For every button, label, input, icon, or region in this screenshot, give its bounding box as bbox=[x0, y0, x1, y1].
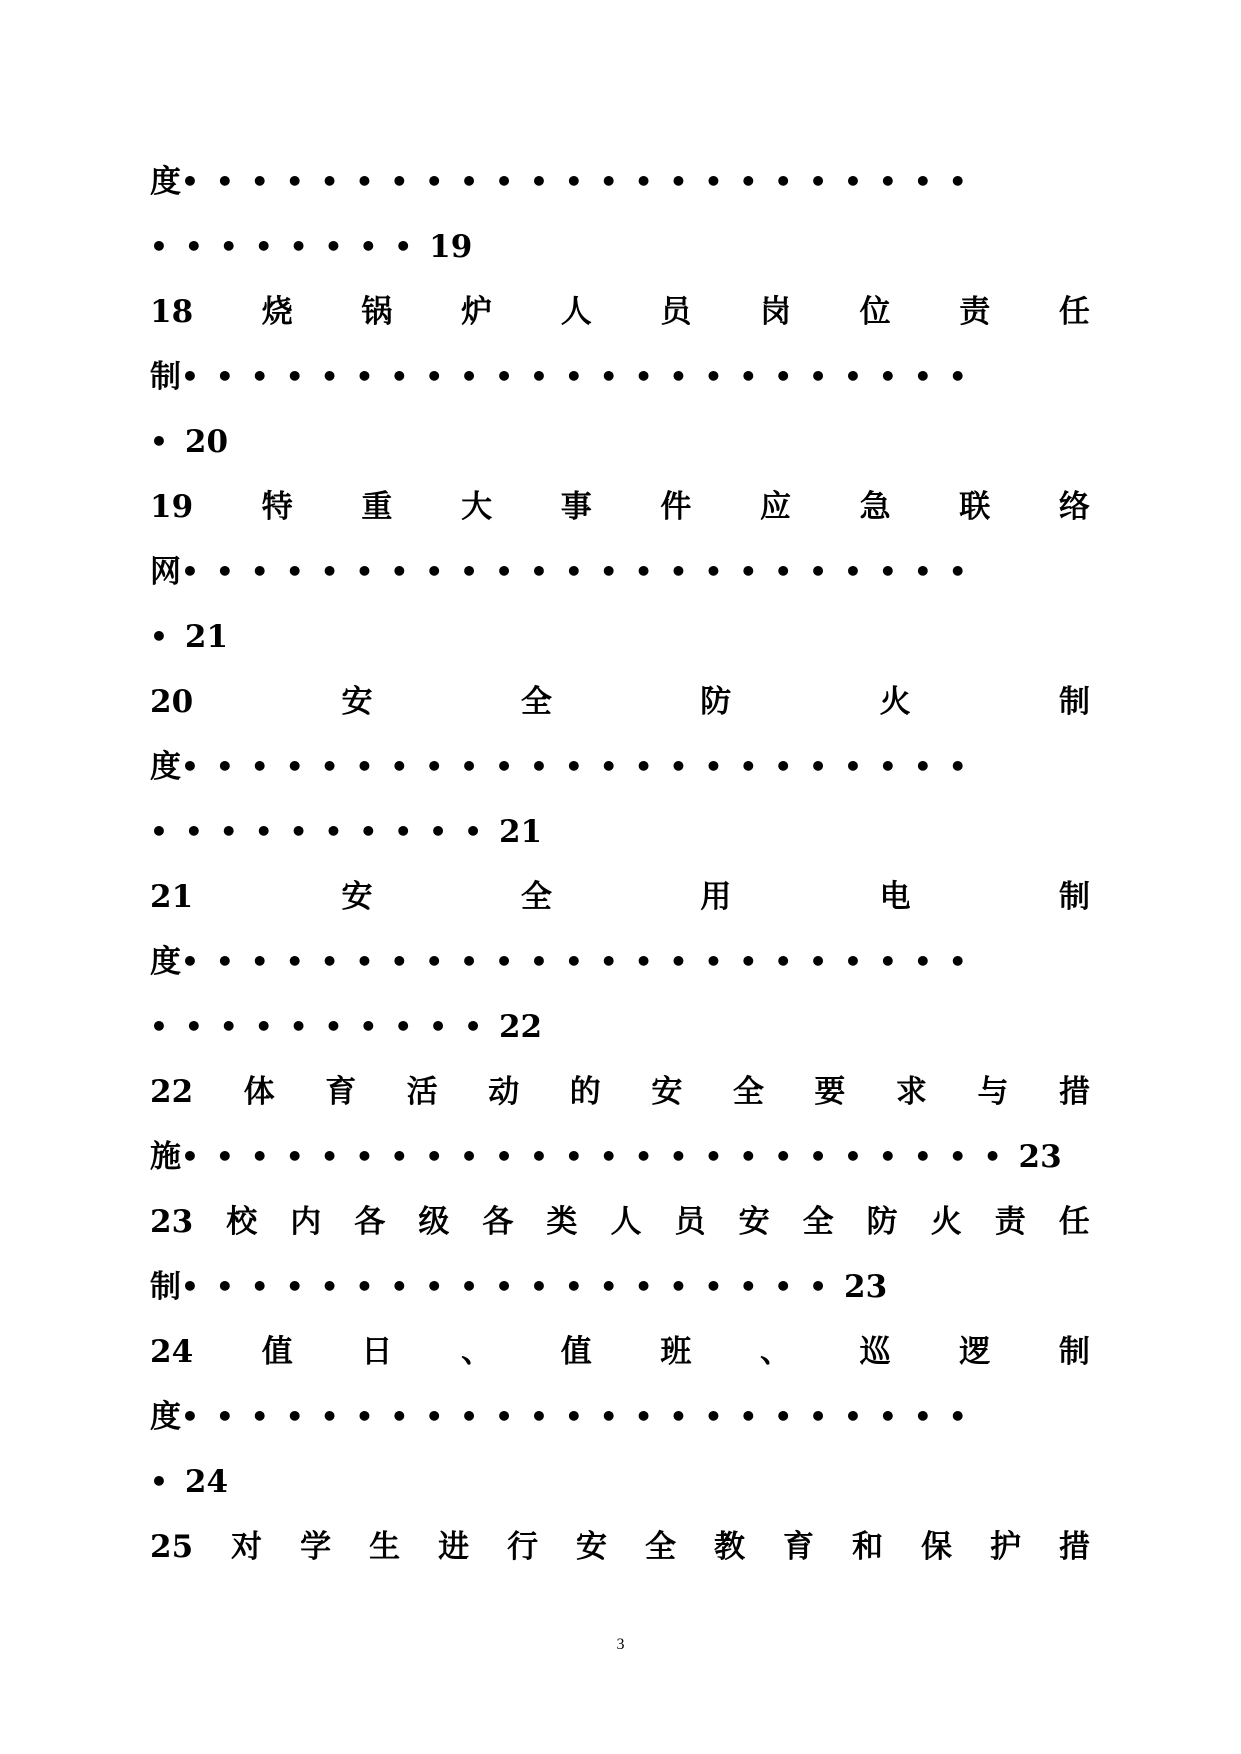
toc-entry-char: 对 bbox=[231, 1529, 263, 1565]
toc-line bbox=[150, 1330, 1090, 1374]
toc-entry-char: 班 bbox=[660, 1334, 692, 1370]
toc-line bbox=[150, 615, 1090, 659]
toc-entry-tail: 度 bbox=[150, 749, 181, 785]
toc-page-number: 23 bbox=[844, 1269, 888, 1305]
toc-line bbox=[150, 1135, 1090, 1179]
toc-line bbox=[150, 680, 1090, 724]
toc-entry-char: 安 bbox=[341, 684, 373, 720]
toc-line bbox=[150, 1460, 1090, 1504]
toc-entry-char: 、 bbox=[461, 1334, 493, 1370]
toc-entry-char: 内 bbox=[290, 1204, 322, 1240]
toc-entry-tail: 度 bbox=[150, 164, 181, 200]
toc-leader-dots: ••••••••••••••••••••••• bbox=[181, 165, 984, 198]
toc-entry-char: 任 bbox=[1058, 1204, 1090, 1240]
toc-entry-char: 人 bbox=[610, 1204, 642, 1240]
toc-page-number: 21 bbox=[498, 814, 543, 850]
toc-entry-char: 和 bbox=[851, 1529, 883, 1565]
toc-entry-char: 制 bbox=[1058, 684, 1090, 720]
toc-entry-char: 任 bbox=[1058, 294, 1090, 330]
toc-entry-char: 求 bbox=[895, 1074, 927, 1110]
toc-entry-char: 类 bbox=[546, 1204, 578, 1240]
toc-line bbox=[150, 1070, 1090, 1114]
toc-entry-char: 安 bbox=[341, 879, 373, 915]
toc-line bbox=[150, 420, 1090, 464]
toc-entry-tail: 网 bbox=[150, 554, 181, 590]
toc-entry-char: 巡 bbox=[859, 1334, 891, 1370]
toc-entry-char: 各 bbox=[354, 1204, 386, 1240]
toc-entry-number: 23 bbox=[150, 1204, 194, 1240]
toc-leader-dots: •••••••••• bbox=[150, 815, 499, 848]
toc-entry-number: 24 bbox=[150, 1334, 194, 1370]
toc-entry-tail: 制 bbox=[150, 1269, 181, 1305]
toc-entry-char: 应 bbox=[759, 489, 791, 525]
toc-entry-char: 日 bbox=[361, 1334, 393, 1370]
toc-entry-char: 重 bbox=[361, 489, 393, 525]
toc-entry-char: 络 bbox=[1058, 489, 1090, 525]
toc-entry-tail: 制 bbox=[150, 359, 181, 395]
toc-leader-dots: • bbox=[150, 620, 185, 653]
toc-line bbox=[150, 745, 1090, 789]
toc-entry-char: 活 bbox=[406, 1074, 438, 1110]
toc-entry-char: 、 bbox=[759, 1334, 791, 1370]
toc-entry-number: 21 bbox=[150, 879, 194, 915]
toc-entry-char: 育 bbox=[783, 1529, 814, 1565]
toc-line bbox=[150, 875, 1090, 919]
toc-entry-char: 岗 bbox=[759, 294, 791, 330]
toc-entry-char: 全 bbox=[520, 879, 552, 915]
toc-entry-char: 特 bbox=[261, 489, 293, 525]
toc-entry-char: 级 bbox=[418, 1204, 450, 1240]
toc-page-number: 21 bbox=[184, 619, 229, 655]
toc-entry-char: 炉 bbox=[461, 294, 493, 330]
toc-entry-number: 20 bbox=[150, 684, 194, 720]
toc-line bbox=[150, 940, 1090, 984]
toc-entry-char: 教 bbox=[714, 1529, 746, 1565]
toc-leader-dots: ••••••••••••••••••••••• bbox=[181, 1400, 984, 1433]
toc-entry-char: 用 bbox=[700, 879, 732, 915]
toc-entry-char: 要 bbox=[814, 1074, 846, 1110]
toc-entry-char: 全 bbox=[520, 684, 552, 720]
toc-entry-tail: 施 bbox=[150, 1139, 181, 1175]
toc-line bbox=[150, 1525, 1090, 1569]
toc-line bbox=[150, 355, 1090, 399]
toc-leader-dots: •••••••••••••••••••••••• bbox=[181, 1140, 1019, 1173]
toc-entry-char: 行 bbox=[507, 1529, 539, 1565]
toc-entry-char: 各 bbox=[482, 1204, 514, 1240]
toc-entry-char: 的 bbox=[569, 1074, 601, 1110]
toc-entry-char: 急 bbox=[859, 489, 891, 525]
toc-entry-char: 责 bbox=[959, 294, 991, 330]
toc-page-number: 24 bbox=[184, 1464, 229, 1500]
toc-line bbox=[150, 160, 1090, 204]
toc-entry-char: 防 bbox=[866, 1204, 898, 1240]
toc-page-number: 22 bbox=[498, 1009, 543, 1045]
toc-entry-char: 位 bbox=[859, 294, 891, 330]
toc-leader-dots: ••••••••••••••••••••••• bbox=[181, 750, 984, 783]
toc-entry-char: 生 bbox=[369, 1529, 401, 1565]
toc-entry-char: 体 bbox=[243, 1074, 275, 1110]
toc-entry-char: 安 bbox=[651, 1074, 683, 1110]
toc-leader-dots: • bbox=[150, 425, 185, 458]
toc-entry-tail: 度 bbox=[150, 1399, 181, 1435]
toc-entry-char: 保 bbox=[920, 1529, 952, 1565]
toc-entry-char: 逻 bbox=[959, 1334, 991, 1370]
toc-entry-char: 火 bbox=[879, 684, 911, 720]
toc-line bbox=[150, 1395, 1090, 1439]
toc-entry-tail: 度 bbox=[150, 944, 181, 980]
toc-line bbox=[150, 550, 1090, 594]
toc-entry-char: 动 bbox=[488, 1074, 520, 1110]
toc-entry-number: 18 bbox=[150, 294, 194, 330]
toc-entry-char: 安 bbox=[576, 1529, 608, 1565]
toc-page-number: 20 bbox=[184, 424, 229, 460]
toc-entry-char: 责 bbox=[994, 1204, 1026, 1240]
toc-entry-char: 值 bbox=[261, 1334, 293, 1370]
toc-entry-char: 措 bbox=[1058, 1529, 1090, 1565]
toc-entry-char: 员 bbox=[674, 1204, 706, 1240]
toc-line bbox=[150, 225, 1090, 269]
toc-entry-number: 22 bbox=[150, 1074, 194, 1110]
toc-entry-char: 校 bbox=[226, 1204, 258, 1240]
toc-entry-char: 全 bbox=[732, 1074, 764, 1110]
toc-line bbox=[150, 1200, 1090, 1244]
toc-line bbox=[150, 290, 1090, 334]
toc-entry-char: 护 bbox=[989, 1529, 1021, 1565]
toc-entry-char: 值 bbox=[560, 1334, 592, 1370]
toc-entry-char: 锅 bbox=[361, 294, 393, 330]
toc-entry-char: 人 bbox=[560, 294, 592, 330]
toc-entry-char: 制 bbox=[1058, 879, 1090, 915]
toc-entry-char: 措 bbox=[1058, 1074, 1090, 1110]
toc-entry-char: 全 bbox=[802, 1204, 834, 1240]
toc-entry-char: 全 bbox=[645, 1529, 677, 1565]
toc-entry-char: 学 bbox=[300, 1529, 332, 1565]
toc-entry-char: 烧 bbox=[261, 294, 293, 330]
toc-entry-char: 件 bbox=[660, 489, 692, 525]
toc-leader-dots: ••••••••••••••••••••••• bbox=[181, 945, 984, 978]
toc-page-number: 23 bbox=[1018, 1139, 1062, 1175]
toc-leader-dots: • bbox=[150, 1465, 185, 1498]
toc-entry-char: 员 bbox=[660, 294, 692, 330]
toc-entry-char: 事 bbox=[560, 489, 592, 525]
toc-leader-dots: •••••••• bbox=[150, 230, 430, 263]
toc-entry-char: 进 bbox=[438, 1529, 470, 1565]
toc-line bbox=[150, 1005, 1090, 1049]
toc-entry-char: 与 bbox=[977, 1074, 1009, 1110]
page-number: 3 bbox=[616, 1636, 625, 1653]
toc-entry-char: 大 bbox=[461, 489, 493, 525]
toc-entry-number: 19 bbox=[150, 489, 194, 525]
toc-leader-dots: ••••••••••••••••••••••• bbox=[181, 555, 984, 588]
toc-line bbox=[150, 1265, 1090, 1309]
toc-entry-char: 电 bbox=[879, 879, 911, 915]
toc-line bbox=[150, 810, 1090, 854]
toc-leader-dots: ••••••••••••••••••••••• bbox=[181, 360, 984, 393]
toc-entry-char: 联 bbox=[959, 489, 991, 525]
toc-leader-dots: •••••••••• bbox=[150, 1010, 499, 1043]
toc-page-number: 19 bbox=[429, 229, 473, 265]
toc-entry-char: 防 bbox=[700, 684, 732, 720]
toc-entry-char: 火 bbox=[930, 1204, 962, 1240]
toc-entry-char: 安 bbox=[738, 1204, 770, 1240]
toc-entry-char: 制 bbox=[1058, 1334, 1090, 1370]
toc-entry-char: 育 bbox=[325, 1074, 357, 1110]
toc-entry-number: 25 bbox=[150, 1529, 194, 1565]
toc-line bbox=[150, 485, 1090, 529]
toc-leader-dots: ••••••••••••••••••• bbox=[181, 1270, 845, 1303]
